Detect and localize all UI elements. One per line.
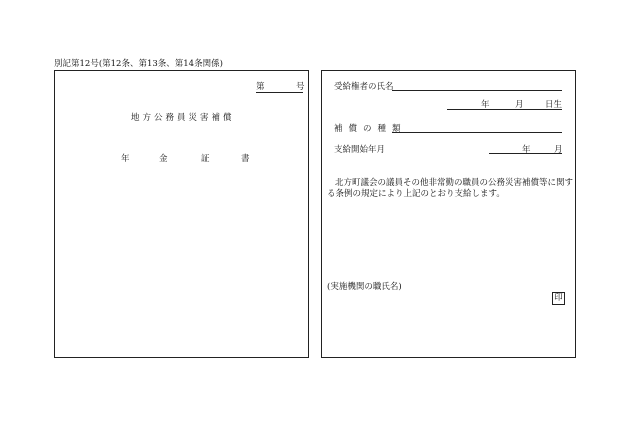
type-label: 補償の種類 (334, 124, 407, 134)
subheading-char-3: 証 (201, 154, 210, 164)
number-underline (256, 92, 303, 93)
subheading-char-2: 金 (159, 154, 168, 164)
recipient-underline (392, 90, 562, 91)
certificate-body-text: 北方町議会の議員その他非常勤の職員の公務災害補償等に関する条例の規定により上記のとおり支給します。 (327, 178, 574, 199)
number-prefix: 第 (256, 82, 265, 92)
start-label: 支給開始年月 (334, 145, 386, 155)
form-caption: 別記第12号(第12条、第13条、第14条関係) (54, 59, 223, 69)
certificate-heading: 地方公務員災害補償 (131, 113, 235, 123)
seal-mark: 印 (552, 292, 565, 305)
birth-year: 年 (481, 100, 490, 110)
agency-label: (実施機関の職氏名) (327, 282, 402, 292)
subheading-char-4: 書 (241, 154, 250, 164)
certificate-left-panel (54, 70, 309, 358)
birth-day: 日生 (545, 100, 563, 110)
type-underline (392, 132, 562, 133)
birth-month: 月 (515, 100, 524, 110)
start-month: 月 (554, 145, 563, 155)
start-year: 年 (522, 145, 531, 155)
certificate-right-panel (321, 70, 576, 358)
number-suffix: 号 (296, 82, 305, 92)
recipient-label: 受給権者の氏名 (334, 82, 394, 92)
subheading-char-1: 年 (121, 154, 130, 164)
